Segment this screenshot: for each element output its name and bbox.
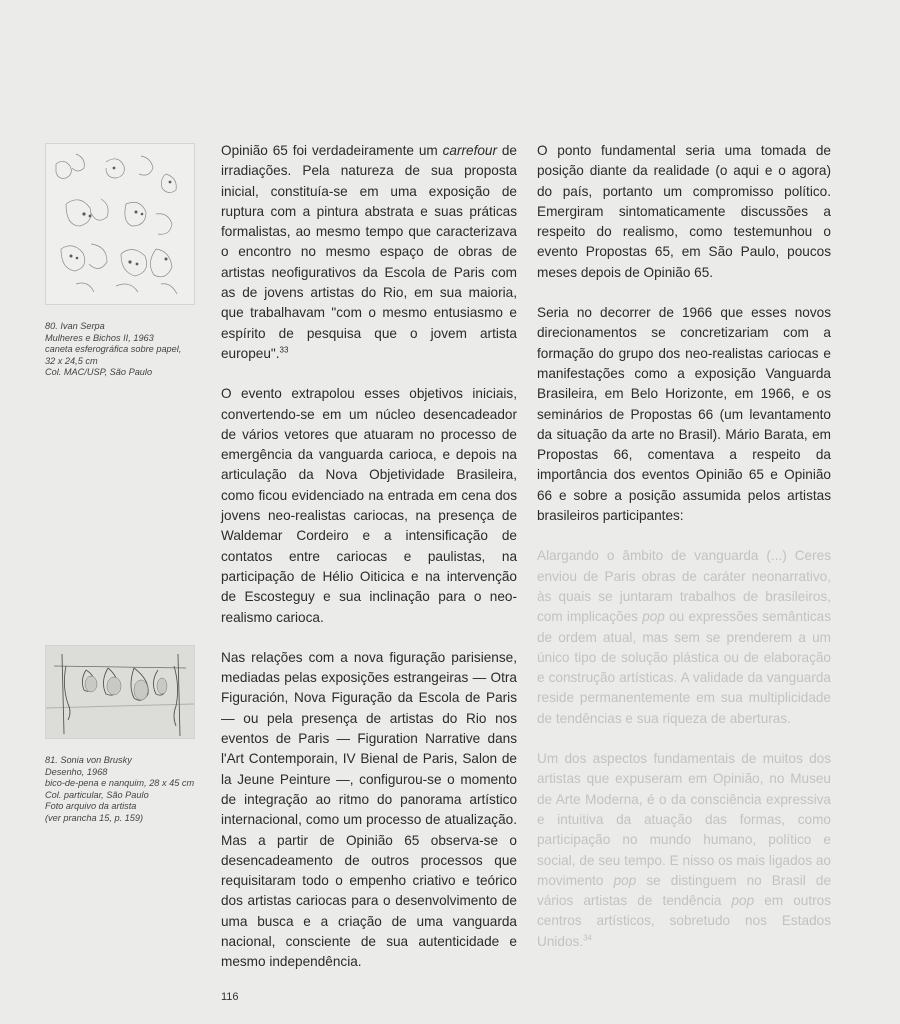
footnote-ref: 34 — [583, 933, 592, 943]
figure-80-image — [45, 143, 195, 305]
paragraph: Nas relações com a nova figuração parisiense, mediadas pelas exposições estrangeiras — Otra Figuración, Nova Figuração da Escola de Paris — ou pela presença de artistas do Rio nos eventos de Paris — Figuration Narrative dans l'Art Contemporain, IV Bienal de Paris, Salon de la Jeune Peinture —, configurou-se o momento de integração ao ritmo do panorama artístico internacional, como um processo de atualização. Mas a partir de Opinião 65 observa-se o desencadeamento de outros processos que requisitaram todo o empenho criativo e teórico dos artistas cariocas para o desenvolvimento de uma busca e a criação de uma vanguarda nacional, consciente de sua autenticidade e mesmo independência. — [221, 649, 517, 970]
caption-line: caneta esferográfica sobre papel, — [45, 344, 182, 355]
paragraph — [221, 141, 517, 364]
caption-line: Foto arquivo da artista — [45, 801, 137, 812]
figure-81-image — [45, 645, 195, 739]
emphasis: pop — [642, 609, 665, 625]
emphasis: pop — [731, 893, 755, 909]
caption-line: (ver prancha 15, p. 159) — [45, 812, 144, 823]
page-number: 116 — [221, 991, 239, 1003]
text-run: de irradiações. Pela natureza de sua proposta inicial, constituía-se em uma exposição de ruptura com a pintura abstrata e suas práticas formalistas, ao mesmo tempo que caracterizava o encontro no mesmo espaço de obras de artistas neofigurativos da Escola de Paris com as de jovens artistas do Rio, em sua maioria, que trabalhavam "com o mesmo entusiasmo e espírito de pesquisa que o jovem artista europeu". — [221, 143, 517, 361]
figure-81 — [45, 645, 205, 825]
caption-line: Desenho, 1968 — [45, 766, 108, 777]
emphasis: pop — [613, 872, 637, 888]
footnote-ref: 33 — [279, 345, 289, 355]
text-run: Opinião 65 foi verdadeiramente um — [221, 143, 443, 158]
emphasis: carrefour — [442, 143, 497, 158]
caption-line: Col. MAC/USP, São Paulo — [45, 367, 153, 378]
figure-81-caption — [45, 755, 205, 825]
text-run: ou expressões semânticas de ordem atual, mas sem se prenderem a um único tipo de solução plástica ou de elaboração e construção artísticas. A validade da vanguarda reside permanentemente em sua multiplicidade de tendências e sua riqueza de aberturas. — [537, 609, 831, 726]
text-column-right — [537, 141, 831, 972]
caption-line: 81. Sonia von Brusky — [45, 755, 132, 765]
caption-line: Mulheres e Bichos II, 1963 — [45, 332, 154, 343]
quote-paragraph — [537, 749, 831, 952]
text-run: se distinguem no Brasil de vários artistas de tendência — [537, 872, 832, 909]
figure-80-caption — [45, 321, 205, 379]
paragraph: Seria no decorrer de 1966 que esses novos direcionamentos se concretizariam com a formação do grupo dos neo-realistas cariocas e manifestações como a exposição Vanguarda Brasileira, em Belo Horizonte, em 1966, e os seminários de Propostas 66 (um levantamento da situação da arte no Brasil). Mário Barata, em Propostas 66, comentava a respeito da importância dos eventos Opinião 65 e Opinião 66 e sobre a posição assumida pelos artistas brasileiros participantes: — [537, 305, 831, 524]
text-column-middle — [221, 141, 517, 993]
quote-paragraph — [537, 546, 831, 729]
caption-line: 32 x 24,5 cm — [45, 355, 98, 366]
paragraph: O evento extrapolou esses objetivos iniciais, convertendo-se em um núcleo desencadeador de vários vetores que atuaram no processo de emergência da vanguarda carioca, e depois na articulação da Nova Objetividade Brasileira, como ficou evidenciado na entrada em cena dos jovens neo-realistas cariocas, na presença de Waldemar Cordeiro e a intensificação de contatos entre cariocas e paulistas, na participação de Hélio Oiticica e na intervenção de Escosteguy e sua inclinação para o neo-realismo carioca. — [221, 386, 517, 625]
pen-ink-drawing-icon — [46, 646, 194, 738]
caption-line: 80. Ivan Serpa — [45, 321, 105, 331]
paragraph: O ponto fundamental seria uma tomada de posição diante da realidade (o aqui e o agora) do país, portanto um compromisso político. Emergiram sintomaticamente discussões a respeito do realismo, como testemunhou o evento Propostas 65, em São Paulo, poucos meses depois de Opinião 65. — [537, 143, 831, 280]
text-run: em outros centros artísticos, sobretudo nos Estados Unidos. — [537, 893, 831, 949]
figure-80 — [45, 143, 205, 379]
text-run: Alargando o âmbito de vanguarda (...) Ceres enviou de Paris obras de caráter neonarrativo, às quais se juntaram trabalhos de brasileiros, com implicações — [537, 548, 831, 625]
caption-line: Col. particular, São Paulo — [45, 789, 149, 800]
text-run: Um dos aspectos fundamentais de muitos dos artistas que expuseram em Opinião, no Museu de Arte Moderna, é o da consciência expressiva e intuitiva da atuação das formas, como participação no mundo humano, político e social, de seu tempo. E nisso os mais ligados ao movimento — [537, 751, 831, 888]
caption-line: bico-de-pena e nanquim, 28 x 45 cm — [45, 778, 195, 789]
sketch-drawing-icon — [46, 144, 194, 304]
